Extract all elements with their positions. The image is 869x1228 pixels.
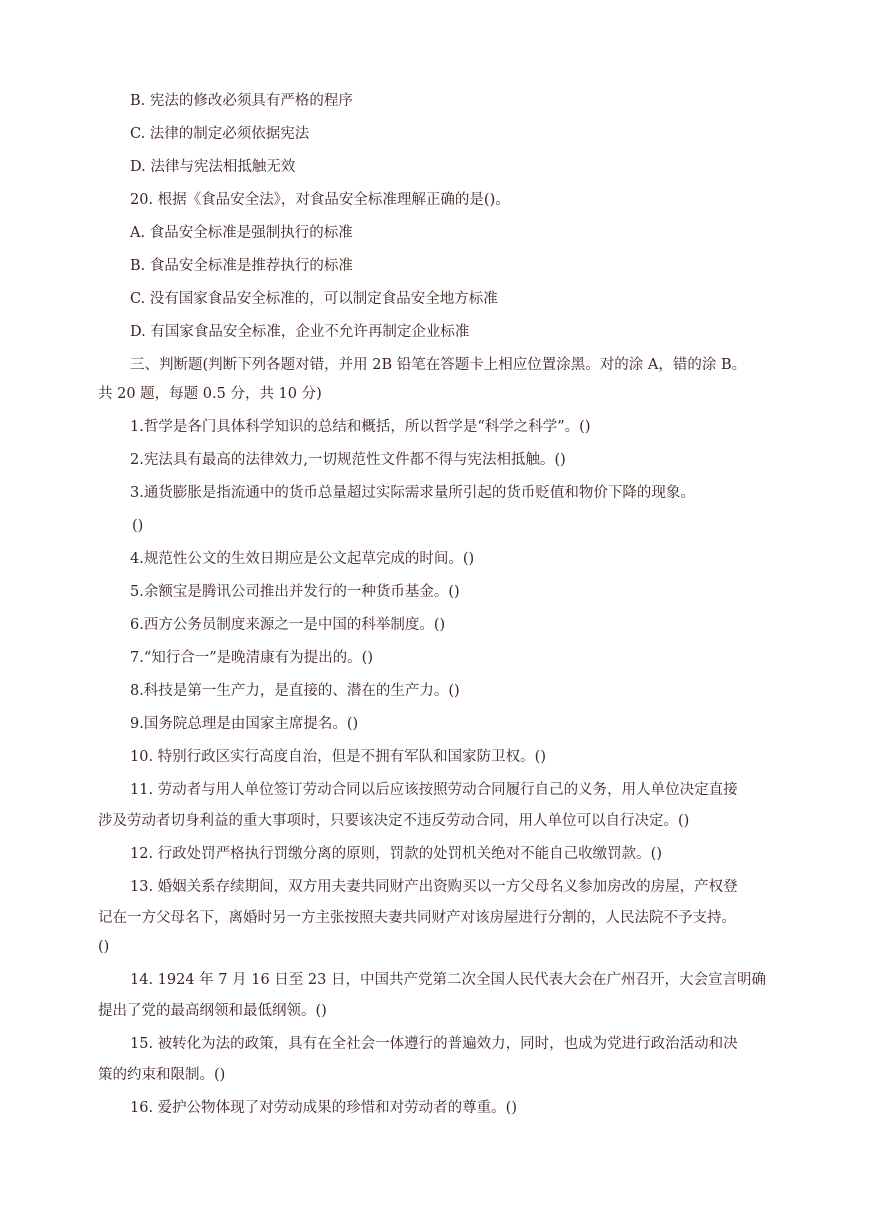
option-b-q19: B. 宪法的修改必须具有严格的程序 [130, 93, 353, 109]
judgement-item-12: 12. 行政处罚严格执行罚缴分离的原则，罚款的处罚机关绝对不能自己收缴罚款。() [130, 846, 662, 862]
judgement-item-3: 3.通货膨胀是指流通中的货币总量超过实际需求量所引起的货币贬值和物价下降的现象。 [130, 485, 695, 501]
judgement-item-6: 6.西方公务员制度来源之一是中国的科举制度。() [130, 617, 446, 633]
judgement-item-8: 8.科技是第一生产力，是直接的、潜在的生产力。() [130, 683, 460, 699]
section-3-heading: 三、判断题(判断下列各题对错，并用 2B 铅笔在答题卡上相应位置涂黑。对的涂 A，错的涂 B。 [130, 357, 747, 373]
option-c-q19: C. 法律的制定必须依据宪法 [130, 126, 310, 142]
option-d-q19: D. 法律与宪法相抵触无效 [130, 159, 296, 175]
judgement-item-10: 10. 特别行政区实行高度自治，但是不拥有军队和国家防卫权。() [130, 749, 546, 765]
judgement-item-9: 9.国务院总理是由国家主席提名。() [130, 716, 359, 732]
judgement-item-1: 1.哲学是各门具体科学知识的总结和概括，所以哲学是“科学之科学”。() [130, 419, 591, 435]
judgement-item-11: 11. 劳动者与用人单位签订劳动合同以后应该按照劳动合同履行自己的义务，用人单位决定直接 [130, 782, 738, 798]
option-b-q20: B. 食品安全标准是推荐执行的标准 [130, 258, 353, 274]
judgement-item-7: 7.“知行合一”是晚清康有为提出的。() [130, 650, 373, 666]
judgement-item-13-cont: 记在一方父母名下，离婚时另一方主张按照夫妻共同财产对该房屋进行分割的，人民法院不予支持。 [98, 910, 736, 926]
judgement-item-4: 4.规范性公文的生效日期应是公文起草完成的时间。() [130, 551, 475, 567]
judgement-item-15: 15. 被转化为法的政策，具有在全社会一体遵行的普遍效力，同时，也成为党进行政治活动和决 [130, 1036, 738, 1052]
judgement-item-5: 5.余额宝是腾讯公司推出并发行的一种货币基金。() [130, 584, 460, 600]
judgement-item-14-cont: 提出了党的最高纲领和最低纲领。() [98, 1003, 327, 1019]
judgement-item-15-cont: 策的约束和限制。() [98, 1067, 226, 1083]
judgement-item-2: 2.宪法具有最高的法律效力,一切规范性文件都不得与宪法相抵触。() [130, 452, 566, 468]
option-d-q20: D. 有国家食品安全标准，企业不允许再制定企业标准 [130, 324, 470, 340]
judgement-item-13: 13. 婚姻关系存续期间，双方用夫妻共同财产出资购买以一方父母名义参加房改的房屋，产权登 [130, 879, 738, 895]
judgement-item-13-answer: () [98, 939, 110, 955]
judgement-item-11-cont: 涉及劳动者切身利益的重大事项时，只要该决定不违反劳动合同，用人单位可以自行决定。() [98, 813, 690, 829]
option-a-q20: A. 食品安全标准是强制执行的标准 [130, 225, 353, 241]
judgement-item-14: 14. 1924 年 7 月 16 日至 23 日，中国共产党第二次全国人民代表大会在广州召开，大会宣言明确 [130, 972, 766, 988]
question-20-stem: 20. 根据《食品安全法》，对食品安全标准理解正确的是()。 [130, 192, 510, 208]
section-3-heading-cont: 共 20 题，每题 0.5 分，共 10 分) [98, 386, 322, 402]
judgement-item-3-answer: () [132, 518, 144, 534]
judgement-item-16: 16. 爱护公物体现了对劳动成果的珍惜和对劳动者的尊重。() [130, 1100, 517, 1116]
option-c-q20: C. 没有国家食品安全标准的，可以制定食品安全地方标准 [130, 291, 498, 307]
